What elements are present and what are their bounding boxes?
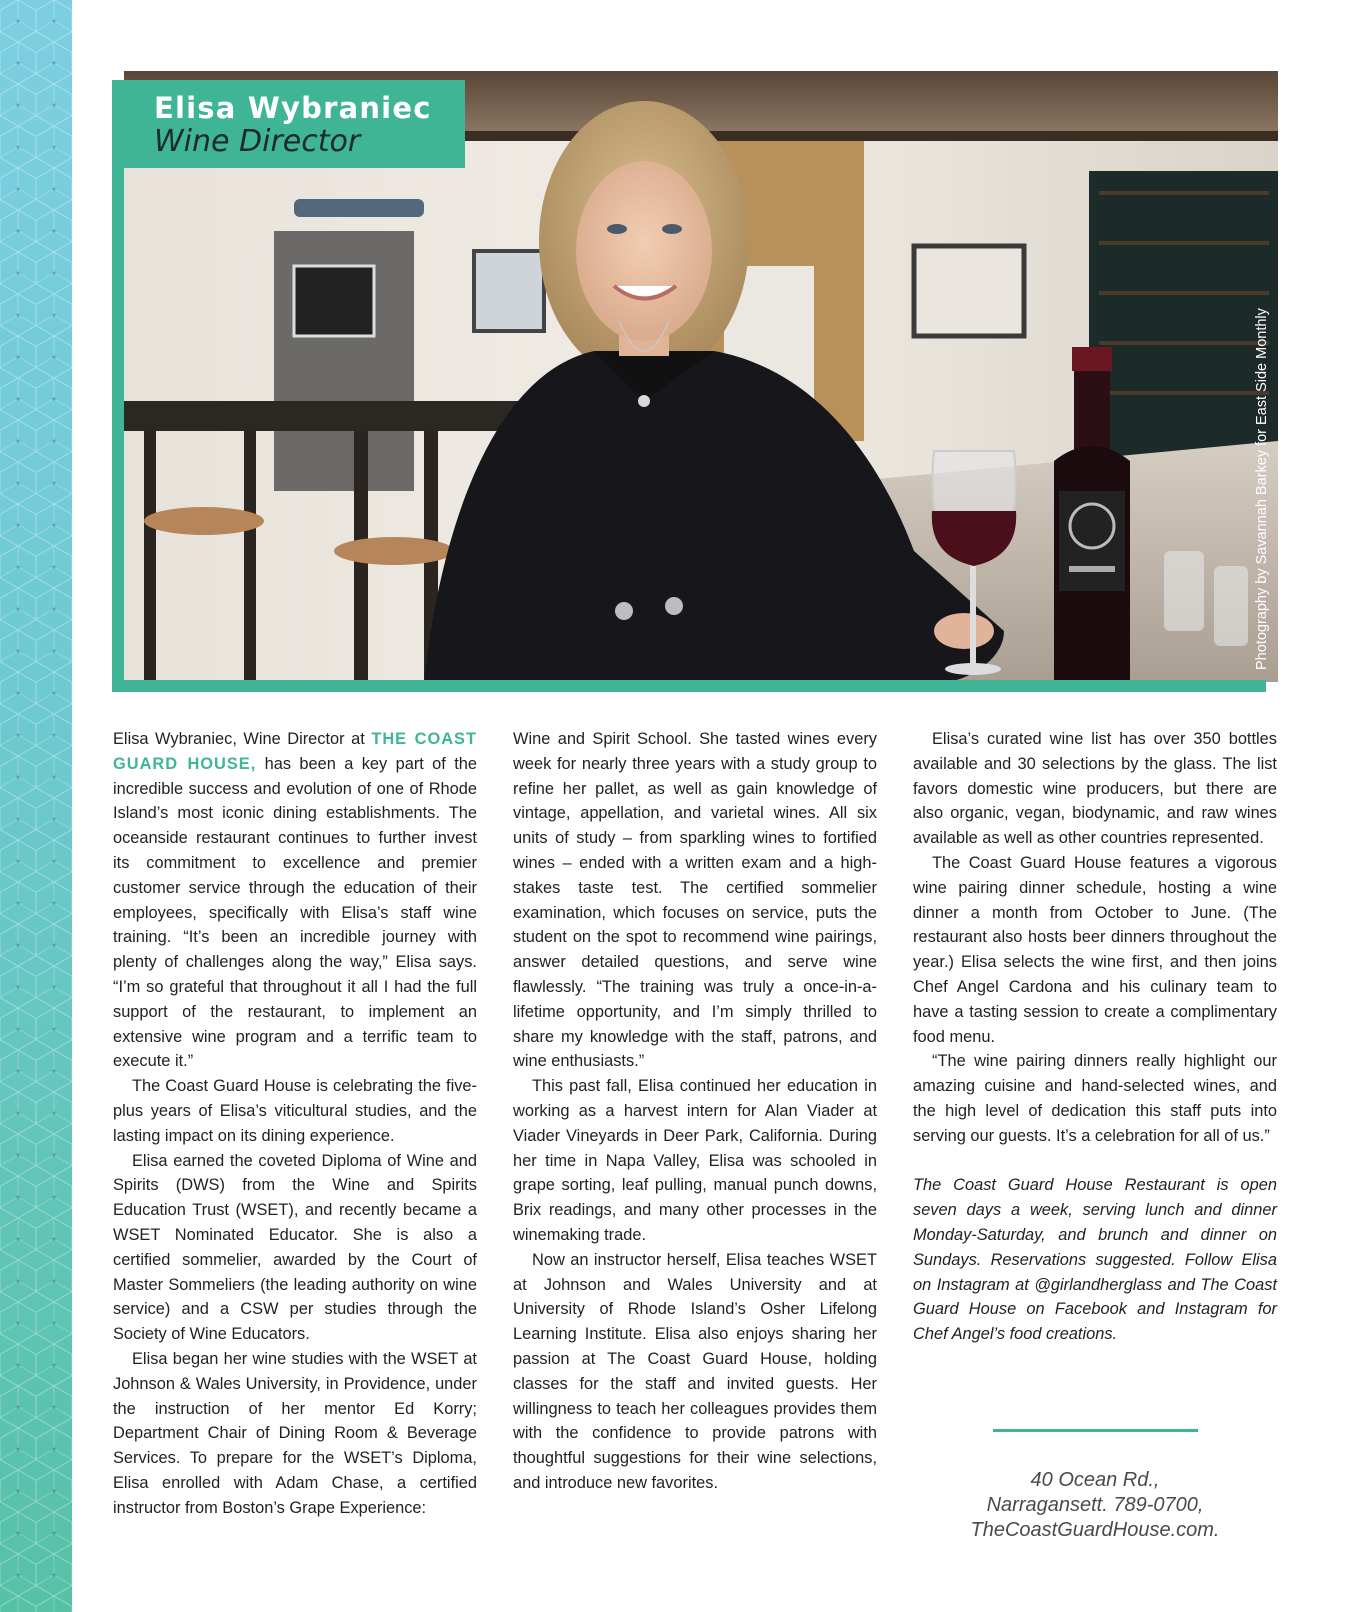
article-paragraph: The Coast Guard House is celebrating the five-plus years of Elisa’s viticultural studies, and the lasting impact on its dining experience.: [113, 1077, 477, 1145]
article-paragraph: Elisa earned the coveted Diploma of Wine and Spirits (DWS) from the Wine and Spirits Education Trust (WSET), and recently became a WSET Nominated Educator. She is also a certified sommelier, awarded by the Court of Master Sommeliers (the leading authority on wine service) and a CSW per studies through the Society of Wine Educators.: [113, 1151, 477, 1344]
article-column-2: [513, 727, 877, 1496]
article-paragraph: “The wine pairing dinners really highlight our amazing cuisine and hand-selected wines, and the high level of dedication this staff puts into serving our guests. It’s a celebration for all of us.”: [913, 1052, 1277, 1145]
article-paragraph: Elisa began her wine studies with the WSET at Johnson & Wales University, in Providence, under the instruction of her mentor Ed Korry; Department Chair of Dining Room & Beverage Services. To prepare for the WSET’s Diploma, Elisa enrolled with Adam Chase, a certified instructor from Boston’s Grape Experience:: [113, 1349, 477, 1517]
address-block: [913, 1468, 1277, 1543]
person-role: Wine Director: [154, 124, 361, 159]
article-paragraph: Now an instructor herself, Elisa teaches WSET at Johnson and Wales University and at University of Rhode Island’s Osher Lifelong Learning Institute. Elisa also enjoys sharing her passion at The Coast Guard House, holding classes for the staff and invited guests. Her willingness to teach her colleagues provides them with the confidence to provide patrons with thoughtful suggestions for their wine selections, and introduce new favorites.: [513, 1250, 877, 1492]
paragraph-text: Elisa Wybraniec, Wine Director at: [113, 730, 372, 748]
paragraph-text: has been a key part of the incredible success and evolution of one of Rhode Island’s most iconic dining establishments. The oceanside restaurant continues to further invest its commitment to excellence and premier customer service through the education of their employees, specifically with Elisa’s staff wine training. “It’s been an incredible journey with plenty of challenges along the way,” Elisa says. “I’m so grateful that throughout it all I had the full support of the restaurant, to implement an extensive wine program and a terrific team to execute it.”: [113, 754, 477, 1071]
article-paragraph: Elisa’s curated wine list has over 350 bottles available and 30 selections by the glass. The list favors domestic wine producers, but there are also organic, vegan, biodynamic, and raw wines available as well as other countries represented.: [913, 730, 1277, 848]
article-column-1: [113, 727, 477, 1521]
decorative-side-strip: [0, 0, 72, 1612]
photo-accent-left: [112, 80, 124, 692]
divider-rule: [993, 1429, 1198, 1432]
hexagon-pattern: [0, 0, 72, 1612]
photo-accent-bottom: [112, 680, 1266, 692]
website-text: TheCoastGuardHouse.com.: [970, 1519, 1220, 1541]
caption-box: [112, 80, 465, 168]
article-paragraph: This past fall, Elisa continued her education in working as a harvest intern for Alan Viader at Viader Vineyards in Deer Park, California. During her time in Napa Valley, Elisa was schooled in grape sorting, leaf pulling, manual punch downs, Brix readings, and many other processes in the winemaking trade.: [513, 1077, 877, 1244]
person-name: Elisa Wybraniec: [154, 91, 432, 125]
photo-credit-text: Photography by Savannah Barkey for East Side Monthly: [1254, 308, 1270, 670]
restaurant-name-highlight: THE COAST GUARD HOUSE,: [113, 730, 477, 773]
article-paragraph: The Coast Guard House features a vigorous wine pairing dinner schedule, hosting a wine dinner a month from October to June. (The restaurant also hosts beer dinners throughout the year.) Elisa selects the wine first, and then joins Chef Angel Cardona and his culinary team to have a tasting session to create a complimentary food menu.: [913, 853, 1277, 1046]
article-column-3: [913, 727, 1277, 1347]
restaurant-info-note: The Coast Guard House Restaurant is open seven days a week, serving lunch and dinner Monday-Saturday, and brunch and dinner on Sundays. Reservations suggested. Follow Elisa on Instagram at @girlandherglass and The Coast Guard House on Facebook and Instagram for Chef Angel’s food creations.: [913, 1176, 1277, 1344]
address-phone-line: Narragansett. 789-0700,: [986, 1494, 1204, 1516]
photo-credit: [1252, 260, 1272, 670]
article-paragraph: Wine and Spirit School. She tasted wines every week for nearly three years with a study group to refine her pallet, as well as gain knowledge of vintage, appellation, and varietal wines. All six units of study – from sparkling wines to fortified wines – ended with a written exam and a high-stakes taste test. The certified sommelier examination, which focuses on service, puts the student on the spot to recommend wine pairings, answer detailed questions, and serve wine flawlessly. “The training was truly a once-in-a-lifetime opportunity, and I’m simply thrilled to share my knowledge with the staff, patrons, and wine enthusiasts.”: [513, 730, 877, 1071]
article-paragraph: [113, 727, 477, 1074]
address-line: 40 Ocean Rd.,: [1030, 1469, 1160, 1491]
